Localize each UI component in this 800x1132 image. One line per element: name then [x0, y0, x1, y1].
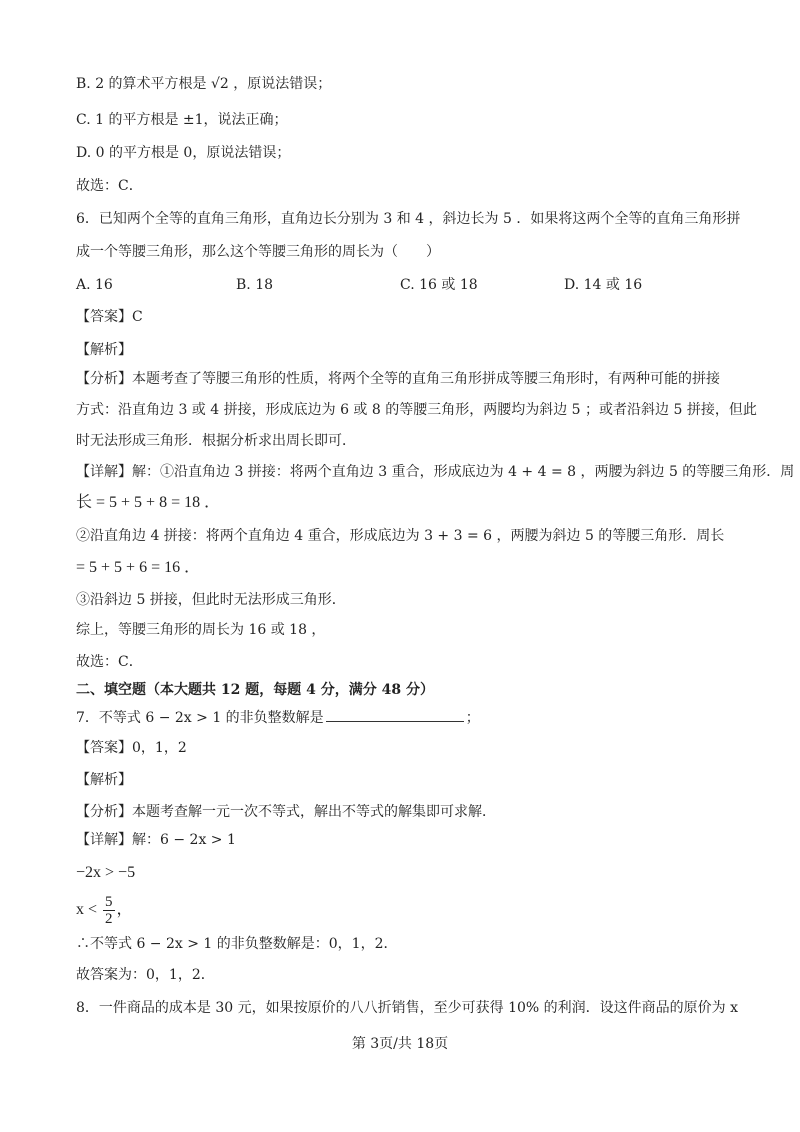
option-c-text: C. 1 的平方根是 ±1，说法正确；: [76, 112, 288, 128]
choice-text: 故选：C．: [76, 178, 143, 194]
jiexi-6: 【解析】: [76, 342, 132, 358]
detail-7-line-3: [76, 890, 730, 930]
question-7-text: 7．不等式 6 − 2x > 1 的非负整数解是: [76, 710, 324, 726]
detail-7-line-1: 【详解】解：6 − 2x > 1: [76, 832, 236, 848]
fraction-numerator: 5: [105, 893, 113, 910]
analysis-6-line-1: 【分析】本题考查了等腰三角形的性质，将两个全等的直角三角形拼成等腰三角形时，有两种可能的拼接: [76, 371, 720, 387]
option-b-text: B. 2 的算术平方根是 √2 ，原说法错误；: [76, 76, 332, 92]
question-7-suffix: ；: [465, 710, 480, 726]
detail-6-line-1: 【详解】解：①沿直角边 3 拼接：将两个直角边 3 重合，形成底边为 4 + 4 = 8 ，两腰为斜边 5 的等腰三角形．周: [76, 464, 795, 480]
analysis-6-line-2: 方式：沿直角边 3 或 4 拼接，形成底边为 6 或 8 的等腰三角形，两腰均为斜边 5 ；或者沿斜边 5 拼接，但此: [76, 402, 757, 418]
option-a: A. 16: [76, 277, 113, 293]
detail-7-line-2: −2x > −5: [76, 864, 136, 881]
summary-6: 综上，等腰三角形的周长为 16 或 18 ，: [76, 622, 326, 638]
inequality-suffix: ，: [116, 901, 133, 918]
detail-6-line-4: = 5 + 5 + 6 = 16 ．: [76, 559, 201, 576]
option-d: D. 14 或 16: [564, 277, 643, 293]
page-footer: 第 3页/共 18页: [351, 1036, 449, 1052]
question-6-line-2: 成一个等腰三角形，那么这个等腰三角形的周长为（ ）: [76, 244, 440, 260]
option-b: B. 18: [236, 277, 274, 293]
question-6-options: [76, 275, 736, 295]
analysis-6-line-3: 时无法形成三角形．根据分析求出周长即可．: [76, 433, 356, 449]
option-d-text: D. 0 的平方根是 0，原说法错误；: [76, 145, 291, 161]
question-7: [76, 707, 730, 728]
detail-6-line-5: ③沿斜边 5 拼接，但此时无法形成三角形．: [76, 592, 346, 608]
final-answer-7: 故答案为：0，1，2．: [76, 967, 215, 983]
answer-7: 【答案】0，1，2: [76, 740, 187, 756]
inequality-text: x <: [76, 901, 98, 918]
jiexi-7: 【解析】: [76, 772, 132, 788]
section-title: 二、填空题（本大题共 12 题，每题 4 分，满分 48 分）: [76, 682, 434, 698]
fraction-denominator: 2: [105, 910, 113, 927]
question-6-line-1: 6．已知两个全等的直角三角形，直角边长分别为 3 和 4 ，斜边长为 5 ．如果将这两个全等的直角三角形拼: [76, 211, 741, 227]
answer-6: 【答案】C: [76, 309, 143, 325]
fraction: [103, 894, 115, 927]
answer-blank: [326, 707, 464, 722]
analysis-7: 【分析】本题考查解一元一次不等式，解出不等式的解集即可求解．: [76, 804, 496, 820]
detail-6-line-2: 长 = 5 + 5 + 8 = 18 ．: [76, 494, 221, 511]
choice-6: 故选：C．: [76, 654, 143, 670]
conclusion-7: ∴不等式 6 − 2x > 1 的非负整数解是：0，1，2．: [76, 936, 398, 952]
detail-6-line-3: ②沿直角边 4 拼接：将两个直角边 4 重合，形成底边为 3 + 3 = 6 ，两腰为斜边 5 的等腰三角形．周长: [76, 528, 725, 544]
question-8-line-1: 8．一件商品的成本是 30 元，如果按原价的八八折销售，至少可获得 10% 的利润．设这件商品的原价为 x: [76, 1000, 738, 1016]
option-c: C. 16 或 18: [400, 277, 478, 293]
